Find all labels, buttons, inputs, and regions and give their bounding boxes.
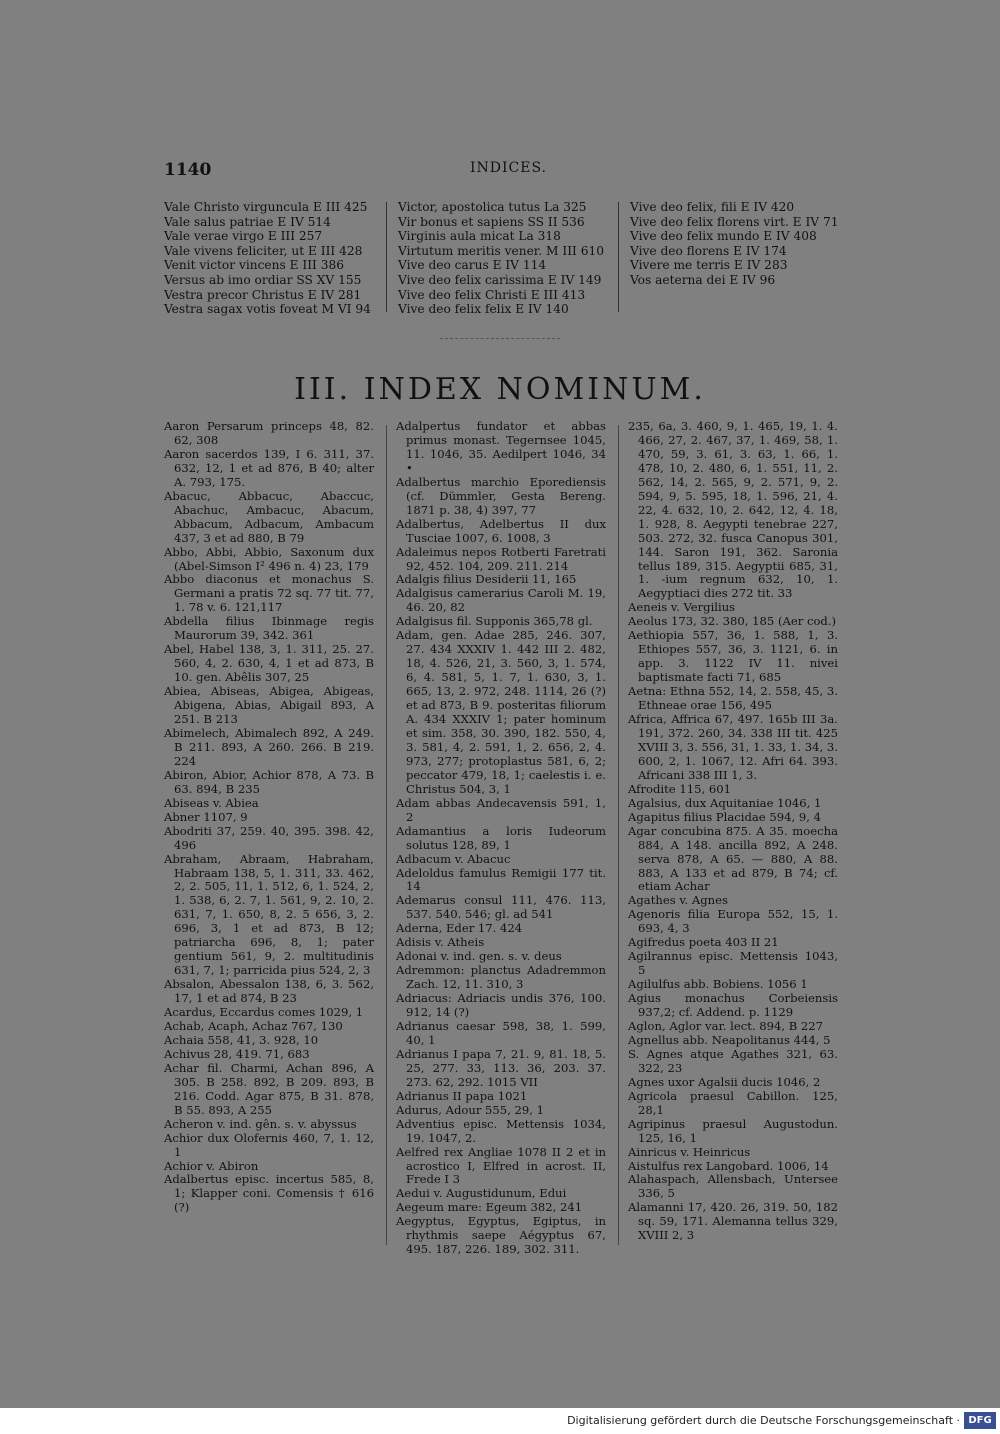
verse-column-3 (630, 200, 844, 288)
index-entry: Aeolus 173, 32. 380, 185 (Aer cod.) (628, 614, 837, 629)
verse-incipit: Vive deo florens E IV 174 (630, 243, 787, 258)
index-entry: Alahaspach, Allensbach, Untersee 336, 5 (628, 1172, 838, 1201)
index-entry: Aedui v. Augustidunum, Edui (396, 1186, 567, 1201)
index-entry: Adam abbas Andecavensis 591, 1, 2 (396, 795, 606, 824)
index-entry: Aderna, Eder 17. 424 (396, 921, 523, 936)
index-entry: Abbo, Abbi, Abbio, Saxonum dux (Abel-Simson I² 496 n. 4) 23, 179 (164, 544, 374, 573)
index-entry: Aaron sacerdos 139, I 6. 311, 37. 632, 12, 1 et ad 876, B 40; alter A. 793, 175. (164, 446, 374, 489)
index-entry: Adeloldus famulus Remigii 177 tit. 14 (396, 865, 606, 894)
index-entry: Abner 1107, 9 (164, 809, 248, 824)
index-entry: Adurus, Adour 555, 29, 1 (396, 1102, 545, 1117)
index-entry: Adriacus: Adriacis undis 376, 100. 912, 14 (?) (396, 991, 606, 1020)
index-entry: Adalgisus fil. Supponis 365,78 gl. (396, 614, 593, 629)
index-entry: Agnes uxor Agalsii ducis 1046, 2 (628, 1074, 821, 1089)
index-entry: Agar concubina 875. A 35. moecha 884, A 148. ancilla 892, A 248. serva 878, A 65. — 880, A 88. 883, A 133 et ad 879, B 74; cf. etiam Achar (628, 823, 838, 894)
index-entry: Adremmon: planctus Adadremmon Zach. 12, 11. 310, 3 (396, 963, 606, 992)
index-column-2 (396, 420, 606, 1257)
index-entry: S. Agnes atque Agathes 321, 63. 322, 23 (628, 1046, 838, 1075)
verse-incipit: Vivere me terris E IV 283 (630, 258, 788, 273)
index-entry: Abel, Habel 138, 3, 1. 311, 25. 27. 560, 4, 2. 630, 4, 1 et ad 873, B 10. gen. Abêlis 307, 25 (164, 642, 374, 685)
index-entry: Agnellus abb. Neapolitanus 444, 5 (628, 1032, 831, 1047)
index-entry: Abiseas v. Abiea (164, 795, 259, 810)
index-entry: Abraham, Abraam, Habraham, Habraam 138, 5, 1. 311, 33. 462, 2, 2. 505, 11, 1. 512, 6, 1. 524, 2, 1. 538, 6, 2. 7, 1. 561, 9, 2. 10, 2. 631, 7, 1. 650, 8, 2. 5 656, 3, 2. 696, 3, 1 et ad 873, B 12; patriarcha 696, 8, 1; pater gentium 561, 9, 2. multitudinis 631, 7, 1; parricida pius 524, 2, 3 (164, 851, 374, 978)
verse-incipit: Vos aeterna dei E IV 96 (630, 272, 776, 287)
running-head: INDICES. (470, 160, 548, 176)
index-entry: Adonai v. ind. gen. s. v. deus (396, 949, 562, 964)
index-entry: Africa, Affrica 67, 497. 165b III 3a. 191, 372. 260, 34. 338 III tit. 425 XVIII 3, 3. 556, 31, 1. 33, 1. 34, 3. 600, 2, 1. 1067, 12. Afri 64. 393. Africani 338 III 1, 3. (628, 712, 838, 782)
column-rule (386, 425, 387, 1245)
index-entry: Achivus 28, 419. 71, 683 (164, 1046, 310, 1061)
dfg-logo[interactable]: DFG (964, 1412, 996, 1429)
index-entry: Adisis v. Atheis (396, 935, 485, 950)
index-entry: Acheron v. ind. gên. s. v. abyssus (164, 1116, 357, 1131)
index-entry: Aetna: Ethna 552, 14, 2. 558, 45, 3. Ethneae orae 156, 495 (628, 684, 838, 713)
verse-incipit: Venit victor vincens E III 386 (164, 258, 344, 273)
index-entry: Adrianus caesar 598, 38, 1. 599, 40, 1 (396, 1018, 606, 1047)
column-rule (618, 425, 619, 1245)
index-entry: Agilulfus abb. Bobiens. 1056 1 (628, 977, 808, 992)
verse-incipit: Vale vivens feliciter, ut E III 428 (164, 243, 363, 258)
index-entry: Adalpertus fundator et abbas primus monast. Tegernsee 1045, 11. 1046, 35. Aedilpert 1046, 34 • (396, 419, 606, 475)
index-entry: Aaron Persarum princeps 48, 82. 62, 308 (164, 419, 374, 447)
index-entry: Achaia 558, 41, 3. 928, 10 (164, 1032, 319, 1047)
footer-credit: Digitalisierung gefördert durch die Deutsche Forschungsgemeinschaft · (567, 1414, 960, 1427)
index-entry: Adrianus II papa 1021 (396, 1088, 528, 1103)
index-entry: Agathes v. Agnes (628, 893, 728, 908)
verse-incipit: Vive deo felix Christi E III 413 (398, 287, 586, 302)
index-entry: Ademarus consul 111, 476. 113, 537. 540. 546; gl. ad 541 (396, 893, 606, 922)
verse-incipit: Vale verae virgo E III 257 (164, 229, 323, 244)
index-entry: Aglon, Aglor var. lect. 894, B 227 (628, 1018, 824, 1033)
index-entry: Adalbertus marchio Eporediensis (cf. Dümmler, Gesta Bereng. 1871 p. 38, 4) 397, 77 (396, 474, 606, 517)
verse-incipit: Vale salus patriae E IV 514 (164, 214, 331, 229)
index-entry: Abdella filius Ibinmage regis Maurorum 39, 342. 361 (164, 614, 374, 643)
verse-incipit: Vive deo felix, fili E IV 420 (630, 200, 795, 214)
index-entry: Adalbertus, Adelbertus II dux Tusciae 1007, 6. 1008, 3 (396, 516, 606, 545)
index-entry: Ainricus v. Heinricus (628, 1144, 751, 1159)
index-entry: Adrianus I papa 7, 21. 9, 81. 18, 5. 25, 277. 33, 113. 36, 203. 37. 273. 62, 292. 1015 VII (396, 1046, 606, 1089)
verse-incipit: Versus ab imo ordiar SS XV 155 (164, 272, 362, 287)
verse-incipit: Virginis aula micat La 318 (398, 229, 561, 244)
index-entry: Aistulfus rex Langobard. 1006, 14 (628, 1158, 829, 1173)
index-entry: Adventius episc. Mettensis 1034, 19. 1047, 2. (396, 1116, 606, 1145)
index-entry: Aegyptus, Egyptus, Egiptus, in rhythmis saepe Aégyptus 67, 495. 187, 226. 189, 302. 311. (396, 1214, 606, 1257)
verse-incipit: Vive deo felix carissima E IV 149 (398, 272, 602, 287)
index-entry: Adamantius a loris Iudeorum solutus 128, 89, 1 (396, 823, 606, 852)
index-entry: Agifredus poeta 403 II 21 (628, 935, 779, 950)
index-entry: Adbacum v. Abacuc (396, 851, 511, 866)
index-column-3 (628, 420, 838, 1243)
index-entry: Agilrannus episc. Mettensis 1043, 5 (628, 949, 838, 978)
section-separator (440, 338, 560, 339)
index-entry: Abiron, Abior, Achior 878, A 73. B 63. 894, B 235 (164, 767, 374, 796)
verse-column-2 (398, 200, 612, 317)
verse-column-1 (164, 200, 378, 317)
verse-incipit: Vive deo felix felix E IV 140 (398, 302, 569, 317)
index-entry: Adaleimus nepos Rotberti Faretrati 92, 452. 104, 209. 211. 214 (396, 544, 606, 573)
index-entry: Achab, Acaph, Achaz 767, 130 (164, 1018, 343, 1033)
index-entry: Agenoris filia Europa 552, 15, 1. 693, 4, 3 (628, 907, 838, 936)
index-entry: Abiea, Abiseas, Abigea, Abigeas, Abigena, Abias, Abigail 893, A 251. B 213 (164, 684, 374, 727)
column-rule (386, 202, 387, 312)
index-entry: Abodriti 37, 259. 40, 395. 398. 42, 496 (164, 823, 374, 852)
index-entry: Aegeum mare: Egeum 382, 241 (396, 1200, 583, 1215)
index-entry: Alamanni 17, 420. 26, 319. 50, 182 sq. 59, 171. Alemanna tellus 329, XVIII 2, 3 (628, 1200, 838, 1243)
index-entry: Abimelech, Abimalech 892, A 249. B 211. 893, A 260. 266. B 219. 224 (164, 725, 374, 768)
index-entry: Achar fil. Charmi, Achan 896, A 305. B 258. 892, B 209. 893, B 216. Codd. Agar 875, B 31. 878, B 55. 893, A 255 (164, 1060, 374, 1117)
section-heading: III. INDEX NOMINUM. (294, 372, 706, 407)
index-entry: Agapitus filius Placidae 594, 9, 4 (628, 809, 821, 824)
verse-incipit: Vestra precor Christus E IV 281 (164, 287, 362, 302)
index-entry: Acardus, Eccardus comes 1029, 1 (164, 1005, 364, 1020)
verse-incipit: Vir bonus et sapiens SS II 536 (398, 214, 585, 229)
index-entry: Adalbertus episc. incertus 585, 8, 1; Klapper coni. Comensis † 616 (?) (164, 1172, 374, 1215)
index-entry: Agripinus praesul Augustodun. 125, 16, 1 (628, 1116, 838, 1145)
column-rule (618, 202, 619, 312)
verse-incipit: Victor, apostolica tutus La 325 (398, 200, 587, 214)
verse-incipit: Virtutum meritis vener. M III 610 (398, 243, 604, 258)
index-entry: Agricola praesul Cabillon. 125, 28,1 (628, 1088, 838, 1117)
index-entry: Aelfred rex Angliae 1078 II 2 et in acrostico I, Elfred in acrost. II, Frede I 3 (396, 1144, 606, 1187)
page-number: 1140 (164, 160, 212, 180)
index-entry: Achior v. Abiron (164, 1158, 259, 1173)
index-entry: 235, 6a, 3. 460, 9, 1. 465, 19, 1. 4. 466, 27, 2. 467, 37, 1. 469, 58, 1. 470, 59, 3. 61, 3. 63, 1. 66, 1. 478, 10, 2. 480, 6, 1. 551, 11, 2. 562, 14, 2. 565, 9, 2. 571, 9, 2. 594, 9, 5. 595, 18, 1. 596, 21, 4. 22, 4. 632, 10, 2. 642, 12, 4. 18, 1. 928, 8. Aegypti tenebrae 227, 503. 272, 32. fusca Canopus 301, 144. Saron 191, 362. Saronia tellus 189, 315. Aegyptii 685, 31, 1. -ium regnum 632, 10, 1. Aegyptiaci dies 272 tit. 33 (628, 419, 838, 601)
verse-incipit: Vive deo felix mundo E IV 408 (630, 229, 817, 244)
index-entry: Aeneis v. Vergilius (628, 600, 736, 615)
verse-incipit: Vive deo felix florens virt. E IV 71 (630, 214, 839, 229)
index-column-1 (164, 420, 374, 1215)
index-entry: Adalgisus camerarius Caroli M. 19, 46. 20, 82 (396, 586, 606, 615)
index-entry: Afrodite 115, 601 (628, 781, 731, 796)
index-entry: Agalsius, dux Aquitaniae 1046, 1 (628, 795, 822, 810)
verse-incipit: Vestra sagax votis foveat M VI 94 (164, 302, 371, 317)
index-entry: Abacuc, Abbacuc, Abaccuc, Abachuc, Ambacuc, Abacum, Abbacum, Adbacum, Ambacum 437, 3 et ad 880, B 79 (164, 488, 374, 545)
index-entry: Adam, gen. Adae 285, 246. 307, 27. 434 XXXIV 1. 442 III 2. 482, 18, 4. 526, 21, 3. 560, 3, 1. 574, 6, 4. 581, 5, 1. 7, 1. 630, 3, 1. 665, 13, 2. 972, 248. 1114, 26 (?) et ad 873, B 9. posteritas filiorum A. 434 XXXIV 1; pater hominum et sim. 358, 30. 390, 182. 550, 4, 3. 581, 4, 2. 591, 1, 2. 656, 2, 4. 973, 277; protoplastus 581, 6, 2; peccator 479, 18, 1; caelestis i. e. Christus 504, 3, 1 (396, 628, 606, 796)
index-entry: Absalon, Abessalon 138, 6, 3. 562, 17, 1 et ad 874, B 23 (164, 977, 374, 1006)
verse-incipit: Vale Christo virguncula E III 425 (164, 200, 368, 214)
index-entry: Aethiopia 557, 36, 1. 588, 1, 3. Ethiopes 557, 36, 3. 1121, 6. in app. 3. 1122 IV 11. nivei baptismate facti 71, 685 (628, 628, 838, 685)
index-entry: Agius monachus Corbeiensis 937,2; cf. Addend. p. 1129 (628, 991, 838, 1020)
verse-incipit: Vive deo carus E IV 114 (398, 258, 547, 273)
footer-bar (0, 1408, 1000, 1434)
index-entry: Abbo diaconus et monachus S. Germani a pratis 72 sq. 77 tit. 77, 1. 78 v. 6. 121,117 (164, 572, 374, 615)
index-entry: Achior dux Olofernis 460, 7, 1. 12, 1 (164, 1130, 374, 1159)
index-entry: Adalgis filius Desiderii 11, 165 (396, 572, 577, 587)
